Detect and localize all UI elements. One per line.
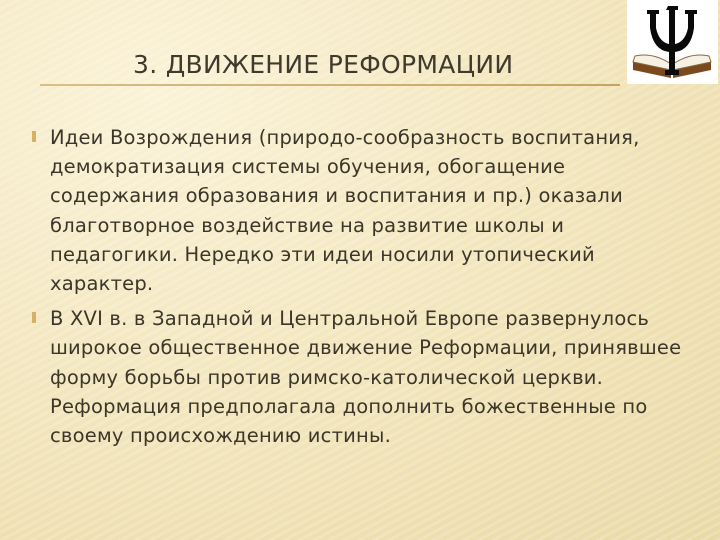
bullet-text: Идеи Возрождения (природо-сообразность воспитания, демократизация системы обучения, обогащение содержания образования и воспитания и пр.) оказали благотворное воздействие на развитие школы и педагогики. Нередко эти идеи носили утопический характер. <box>50 126 640 296</box>
bullet-list <box>32 123 692 456</box>
psi-book-logo-icon <box>627 0 718 84</box>
list-item <box>32 304 692 450</box>
title-divider <box>40 84 620 86</box>
slide-title: 3. ДВИЖЕНИЕ РЕФОРМАЦИИ <box>133 50 514 79</box>
bullet-marker <box>32 131 36 142</box>
list-item <box>32 123 692 298</box>
bullet-marker <box>32 312 36 323</box>
bullet-text: В XVI в. в Западной и Центральной Европе развернулось широкое общественное движение Реформации, принявшее форму борьбы против римско-католической церкви. Реформация предполагала дополнить божественные по своему происхождению истины. <box>50 307 682 448</box>
